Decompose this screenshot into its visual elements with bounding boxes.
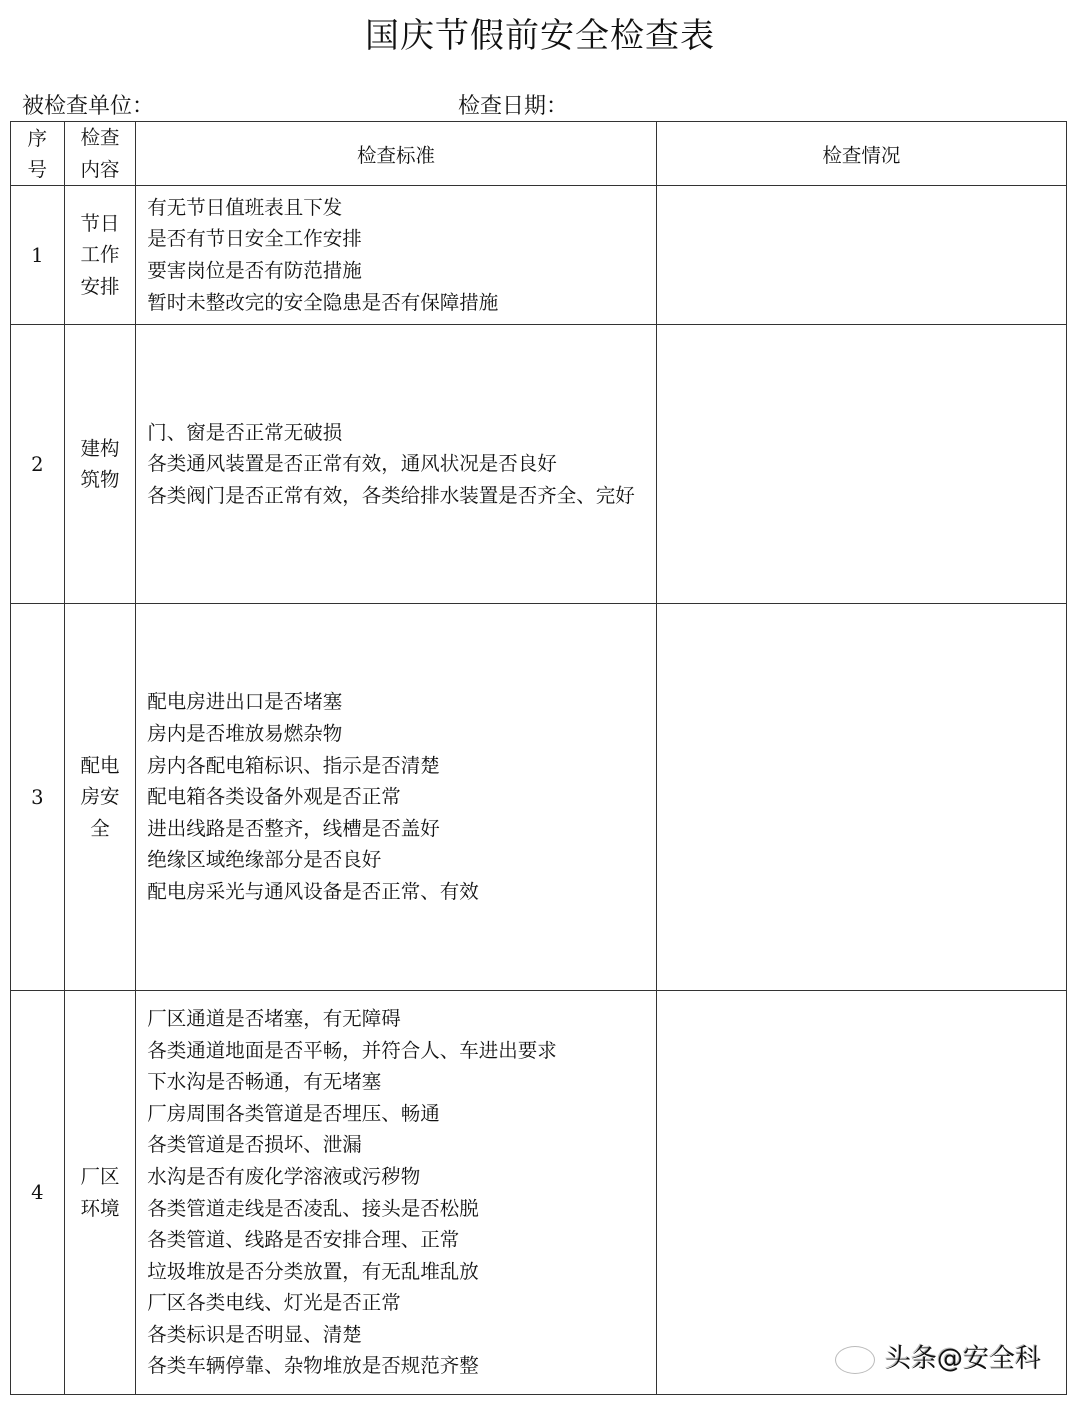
standard-item: 房内是否堆放易燃杂物 bbox=[147, 722, 343, 746]
standard-item: 有无节日值班表且下发 bbox=[147, 195, 343, 219]
table-row bbox=[11, 186, 1067, 325]
header-standard: 检查标准 bbox=[136, 122, 656, 186]
row-standards bbox=[136, 991, 656, 1395]
document-title: 国庆节假前安全检查表 bbox=[365, 16, 715, 56]
standard-item: 要害岗位是否有防范措施 bbox=[147, 259, 362, 282]
header-no: 序号 bbox=[11, 122, 65, 186]
row-result-cell[interactable] bbox=[656, 186, 1066, 325]
row-result-cell[interactable] bbox=[656, 325, 1066, 604]
standard-item: 厂区通道是否堵塞，有无障碍 bbox=[147, 1006, 401, 1030]
standard-item: 房内各配电箱标识、指示是否清楚 bbox=[147, 753, 440, 777]
standard-item: 各类标识是否明显、清楚 bbox=[147, 1322, 362, 1346]
table-row bbox=[11, 325, 1067, 604]
header-result: 检查情况 bbox=[656, 122, 1066, 186]
row-no: 3 bbox=[11, 604, 65, 991]
row-no: 4 bbox=[11, 991, 65, 1395]
table-row bbox=[11, 604, 1067, 991]
standard-item: 各类通风装置是否正常有效，通风状况是否良好 bbox=[147, 452, 557, 476]
row-item: 节日工作安排 bbox=[64, 186, 136, 325]
inspected-unit-label: 被检查单位： bbox=[22, 94, 155, 119]
inspection-date-label: 检查日期： bbox=[458, 94, 569, 119]
row-standards bbox=[136, 325, 656, 604]
row-result-cell[interactable] bbox=[656, 991, 1066, 1395]
standard-item: 垃圾堆放是否分类放置，有无乱堆乱放 bbox=[147, 1259, 479, 1283]
standard-item: 各类管道是否损坏、泄漏 bbox=[147, 1133, 362, 1157]
standard-item: 各类管道、线路是否安排合理、正常 bbox=[147, 1228, 460, 1252]
row-item: 配电房安全 bbox=[64, 604, 136, 991]
table-header-row bbox=[11, 122, 1067, 186]
header-item: 检查内容 bbox=[64, 122, 136, 186]
standard-item: 绝缘区域绝缘部分是否良好 bbox=[147, 848, 382, 872]
row-standards bbox=[136, 186, 656, 325]
standard-item: 各类通道地面是否平畅，并符合人、车进出要求 bbox=[147, 1038, 557, 1062]
row-item: 建构筑物 bbox=[64, 325, 136, 604]
standard-item: 各类车辆停靠、杂物堆放是否规范齐整 bbox=[147, 1354, 479, 1378]
standard-item: 暂时未整改完的安全隐患是否有保障措施 bbox=[147, 290, 499, 314]
row-result-cell[interactable] bbox=[656, 604, 1066, 991]
standard-item: 配电房采光与通风设备是否正常、有效 bbox=[147, 879, 479, 903]
row-no: 2 bbox=[11, 325, 65, 604]
standard-item: 各类阀门是否正常有效，各类给排水装置是否齐全、完好 bbox=[147, 483, 635, 507]
standard-item: 配电箱各类设备外观是否正常 bbox=[147, 785, 401, 809]
standard-item: 厂房周围各类管道是否埋压、畅通 bbox=[147, 1101, 440, 1125]
row-item: 厂区环境 bbox=[64, 991, 136, 1395]
standard-item: 下水沟是否畅通，有无堵塞 bbox=[147, 1070, 382, 1094]
standard-item: 配电房进出口是否堵塞 bbox=[147, 690, 343, 714]
standard-item: 是否有节日安全工作安排 bbox=[147, 227, 362, 251]
wechat-icon bbox=[835, 1346, 875, 1374]
watermark: 头条@安全科 bbox=[835, 1338, 1041, 1375]
checklist-table bbox=[10, 121, 1067, 1395]
standard-item: 门、窗是否正常无破损 bbox=[147, 420, 343, 444]
row-standards bbox=[136, 604, 656, 991]
standard-item: 各类管道走线是否凌乱、接头是否松脱 bbox=[147, 1196, 479, 1220]
standard-item: 水沟是否有废化学溶液或污秽物 bbox=[147, 1164, 421, 1188]
standard-item: 厂区各类电线、灯光是否正常 bbox=[147, 1291, 401, 1315]
row-no: 1 bbox=[11, 186, 65, 325]
table-row bbox=[11, 991, 1067, 1395]
standard-item: 进出线路是否整齐，线槽是否盖好 bbox=[147, 816, 440, 840]
